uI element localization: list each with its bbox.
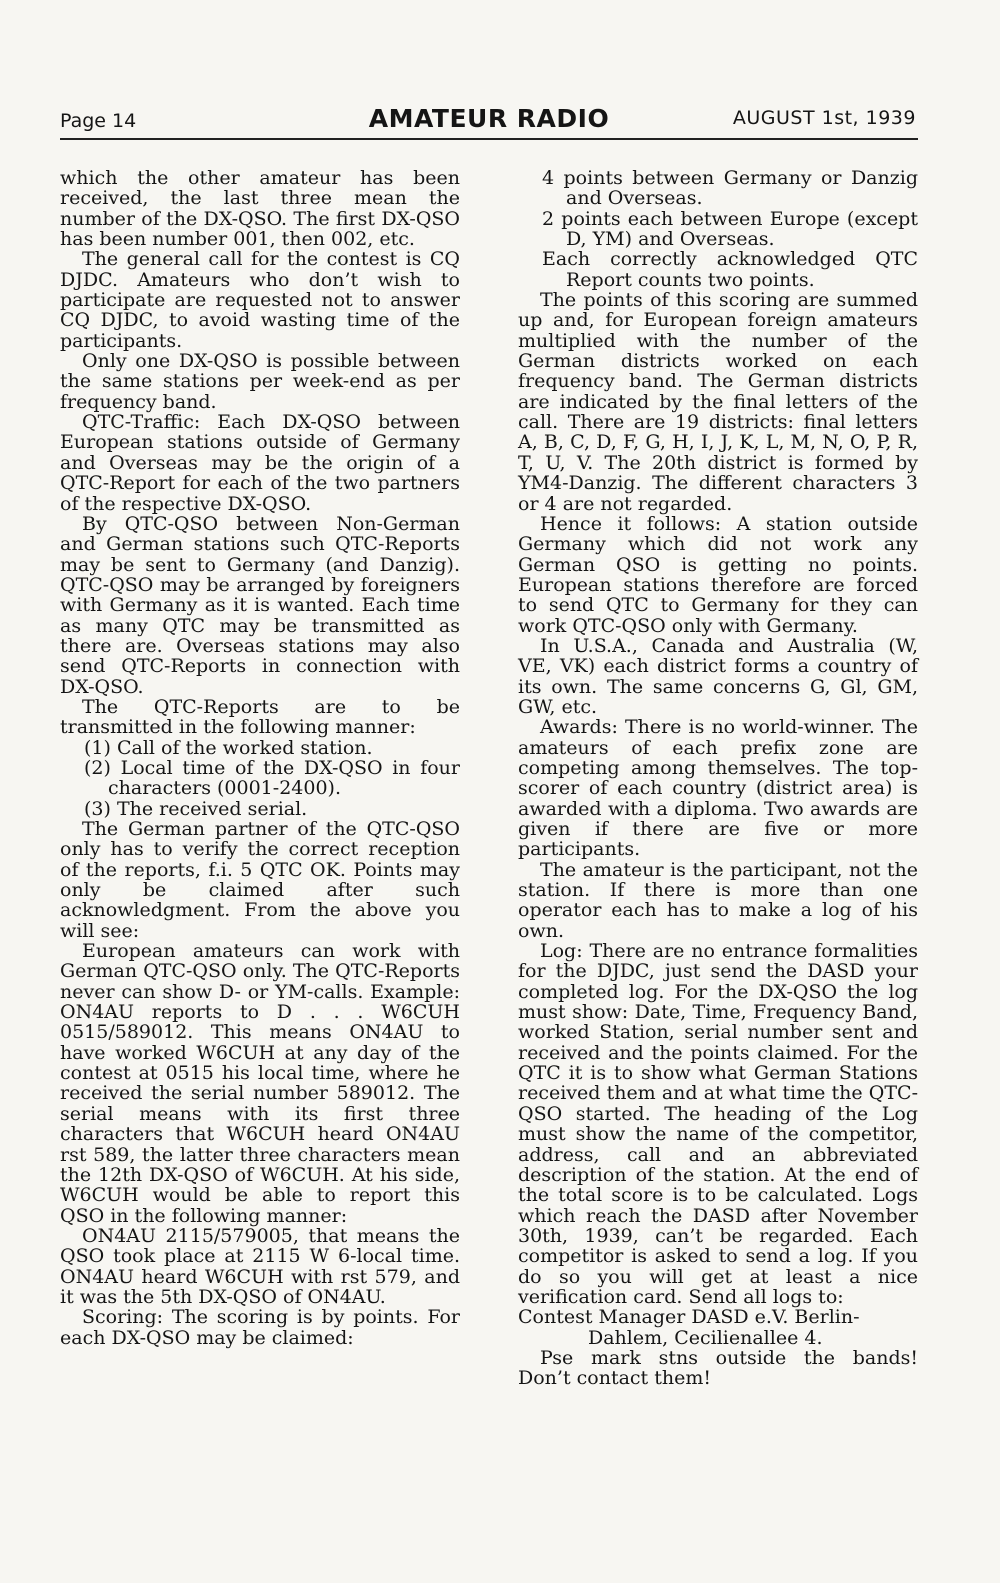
list-item: (2) Local time of the DX-QSO in four characters (0001-2400). bbox=[84, 756, 460, 800]
left-column bbox=[60, 168, 460, 1348]
address-line: Contest Manager DASD e.V. Berlin- bbox=[518, 1306, 860, 1329]
paragraph: Hence it follows: A station outside Germany which did not work any German QSO is getting no points. European stations therefore are forced to send QTC to Germany for they can work QTC-QSO only with Germany. bbox=[518, 512, 918, 637]
list-item: 2 points each between Europe (except D, YM) and Overseas. bbox=[542, 207, 918, 251]
paragraph: The German partner of the QTC-QSO only has to verify the correct reception of the reports, f.i. 5 QTC OK. Points may only be claimed after such acknowledgment. From the above you will see: bbox=[60, 818, 460, 942]
paragraph: By QTC-QSO between Non-German and German stations such QTC-Reports may be sent to Germany (and Danzig). QTC-QSO may be arranged by foreigners with Germany as it is wanted. Each time as many QTC may be transmitted as there are. Overseas stations may also send QTC-Reports in connection with DX-QSO. bbox=[60, 512, 460, 698]
list-item: 4 points between Germany or Danzig and Overseas. bbox=[542, 167, 918, 210]
issue-date: AUGUST 1st, 1939 bbox=[732, 107, 916, 129]
paragraph: QTC-Traffic: Each DX-QSO between European stations outside of Germany and Overseas may be the origin of a QTC-Report for each of the two partners of the respective DX-QSO. bbox=[60, 411, 460, 515]
paragraph: Only one DX-QSO is possible between the same stations per week-end as per frequency band. bbox=[60, 350, 460, 413]
paragraph: The QTC-Reports are to be transmitted in the following manner: bbox=[60, 695, 460, 739]
paragraph: The amateur is the participant, not the station. If there is more than one operator each has to make a log of his own. bbox=[518, 858, 918, 942]
paragraph: Awards: There is no world-winner. The amateurs of each prefix zone are competing among themselves. The top-scorer of each country (district area) is awarded with a diploma. Two awards are given if there are five or more participants. bbox=[518, 716, 918, 861]
address-line: Dahlem, Cecilienallee 4. bbox=[588, 1326, 823, 1349]
list-item: (3) The received serial. bbox=[84, 797, 308, 820]
list-item: Each correctly acknowledged QTC Report counts two points. bbox=[542, 248, 918, 291]
paragraph: European amateurs can work with German QTC-QSO only. The QTC-Reports never can show D- or YM-calls. Example: ON4AU reports to D . . . W6CUH 0515/589012. This means ON4AU to have worked W6CUH at any day of the contest at 0515 his local time, where he received the serial number 589012. The serial means with its first three characters that W6CUH heard ON4AU rst 589, the latter three characters mean the 12th DX-QSO of W6CUH. At his side, W6CUH would be able to report this QSO in the following manner: bbox=[60, 940, 460, 1227]
paragraph: The points of this scoring are summed up and, for European foreign amateurs multiplied with the number of the German districts worked on each frequency band. The German districts are indicated by the final letters of the call. There are 19 districts: final letters A, B, C, D, F, G, H, I, J, K, L, M, N, O, P, R, T, U, V. The 20th district is formed by YM4-Danzig. The different characters 3 or 4 are not regarded. bbox=[518, 289, 918, 515]
paragraph: The general call for the contest is CQ DJDC. Amateurs who don’t wish to participate are requested not to answer CQ DJDC, to avoid wasting time of the participants. bbox=[60, 248, 460, 352]
paragraph: In U.S.A., Canada and Australia (W, VE, VK) each district forms a country of its own. The same concerns G, Gl, GM, GW, etc. bbox=[518, 634, 918, 718]
magazine-title: AMATEUR RADIO bbox=[368, 104, 610, 133]
right-column bbox=[518, 168, 918, 1389]
paragraph: Pse mark stns outside the bands! Don’t contact them! bbox=[518, 1346, 918, 1390]
paragraph: Log: There are no entrance formalities for the DJDC, just send the DASD your completed log. For the DX-QSO the log must show: Date, Time, Frequency Band, worked Station, serial number sent and received and the points claimed. For the QTC it is to show what German Stations received them and at what time the QTC-QSO started. The heading of the Log must show the name of the competitor, address, call and an abbreviated description of the station. At the end of the total score is to be calculated. Logs which reach the DASD after November 30th, 1939, can’t be regarded. Each competitor is asked to send a log. If you do so you will get at least a nice verification card. Send all logs to: bbox=[518, 940, 918, 1308]
paragraph: which the other amateur has been received, the last three mean the number of the DX-QSO. The first DX-QSO has been number 001, then 002, etc. bbox=[60, 167, 460, 251]
paragraph: ON4AU 2115/579005, that means the QSO took place at 2115 W 6-local time. ON4AU heard W6CUH with rst 579, and it was the 5th DX-QSO of ON4AU. bbox=[60, 1224, 460, 1308]
list-item: (1) Call of the worked station. bbox=[84, 736, 373, 759]
paragraph: Scoring: The scoring is by points. For each DX-QSO may be claimed: bbox=[60, 1306, 460, 1349]
page-number: Page 14 bbox=[60, 110, 137, 132]
page-header bbox=[60, 104, 918, 140]
